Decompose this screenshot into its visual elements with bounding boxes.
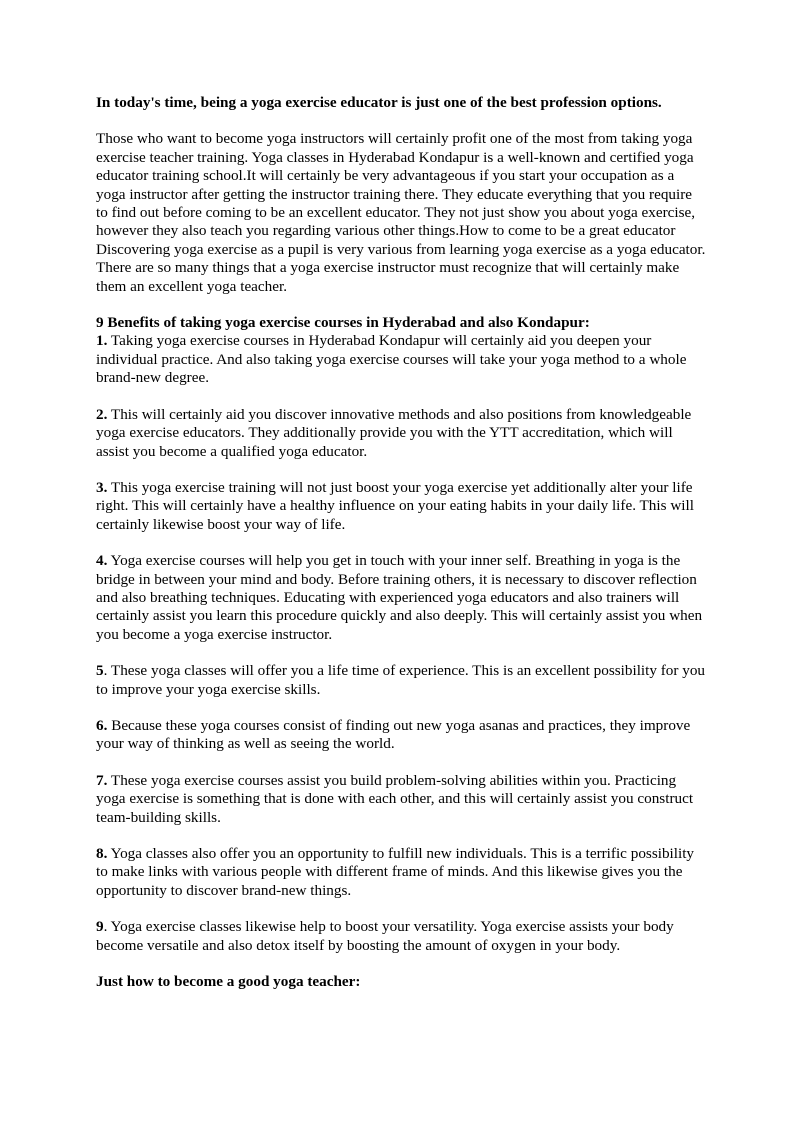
benefit-number: 3. — [96, 478, 108, 496]
intro-paragraph: Those who want to become yoga instructors will certainly profit one of the most from taking yoga exercise teacher training. Yoga classes in Hyderabad Kondapur is a well-known and certified yoga educator training school.It will certainly be very advantageous if you start your occupation as a yoga instructor after getting the instructor training there. They educate everything that you require to find out before coming to be an excellent educator. They not just show you about yoga exercise, however they also teach you regarding various other things.How to come to be a great educator Discovering yoga exercise as a pupil is very various from learning yoga exercise as a yoga educator. There are so many things that a yoga exercise instructor must recognize that will certainly make them an excellent yoga teacher. — [96, 130, 706, 295]
benefit-text: This will certainly aid you discover innovative methods and also positions from knowledgeable yoga exercise educators. They additionally provide you with the YTT accreditation, which will assist you become a qualified yoga educator. — [96, 405, 692, 460]
benefit-item-2 — [96, 406, 706, 461]
benefit-item-8 — [96, 845, 706, 900]
benefit-item-5 — [96, 662, 706, 699]
benefit-number: 6. — [96, 716, 108, 734]
benefit-suffix: . — [103, 918, 108, 936]
closing-heading: Just how to become a good yoga teacher: — [96, 973, 361, 991]
benefit-number: 8. — [96, 845, 108, 862]
benefit-number: 1. — [96, 332, 108, 350]
benefit-number: 4. — [96, 552, 108, 570]
benefit-suffix: . — [103, 662, 108, 680]
benefit-text: Yoga exercise classes likewise help to boost your versatility. Yoga exercise assists your body become versatile and also detox itself by boosting the amount of oxygen in your body. — [96, 918, 674, 954]
benefit-item-3 — [96, 479, 706, 534]
benefits-heading: 9 Benefits of taking yoga exercise courses in Hyderabad and also Kondapur: — [96, 314, 590, 332]
benefit-number: 5 — [96, 662, 104, 680]
benefit-text: Because these yoga courses consist of finding out new yoga asanas and practices, they improve your way of thinking as well as seeing the world. — [96, 716, 691, 753]
benefit-item-1 — [96, 332, 706, 387]
benefit-item-4 — [96, 552, 706, 644]
benefit-number: 2. — [96, 405, 108, 423]
benefit-text: Taking yoga exercise courses in Hyderabad Kondapur will certainly aid you deepen your individual practice. And also taking yoga exercise courses will take your yoga method to a whole brand-new degree. — [96, 332, 687, 387]
document-title: In today's time, being a yoga exercise educator is just one of the best profession options. — [96, 94, 662, 111]
benefit-number: 7. — [96, 771, 108, 789]
benefit-text: Yoga classes also offer you an opportunity to fulfill new individuals. This is a terrific possibility to make links with various people with different frame of minds. And this likewise gives you the opportunity to discover brand-new things. — [96, 845, 695, 899]
benefit-item-9 — [96, 918, 706, 955]
benefit-text: These yoga classes will offer you a life time of experience. This is an excellent possibility for you to improve your yoga exercise skills. — [96, 662, 706, 698]
benefit-text: These yoga exercise courses assist you build problem-solving abilities within you. Practicing yoga exercise is something that is done with each other, and this will certainly assist you construct team-building skills. — [96, 771, 694, 826]
benefit-item-6 — [96, 717, 706, 754]
benefit-text: This yoga exercise training will not just boost your yoga exercise yet additionally alter your life right. This will certainly have a healthy influence on your eating habits in your daily life. This will certainly likewise boost your way of life. — [96, 478, 694, 533]
benefit-text: Yoga exercise courses will help you get in touch with your inner self. Breathing in yoga is the bridge in between your mind and body. Before training others, it is necessary to discover reflection and also breathing techniques. Educating with experienced yoga educators and also trainers will certainly assist you learn this procedure quickly and also deeply. This will certainly assist you when you become a yoga exercise instructor. — [96, 552, 703, 643]
document-page — [96, 94, 706, 991]
benefit-number: 9 — [96, 918, 104, 936]
benefit-item-7 — [96, 772, 706, 827]
